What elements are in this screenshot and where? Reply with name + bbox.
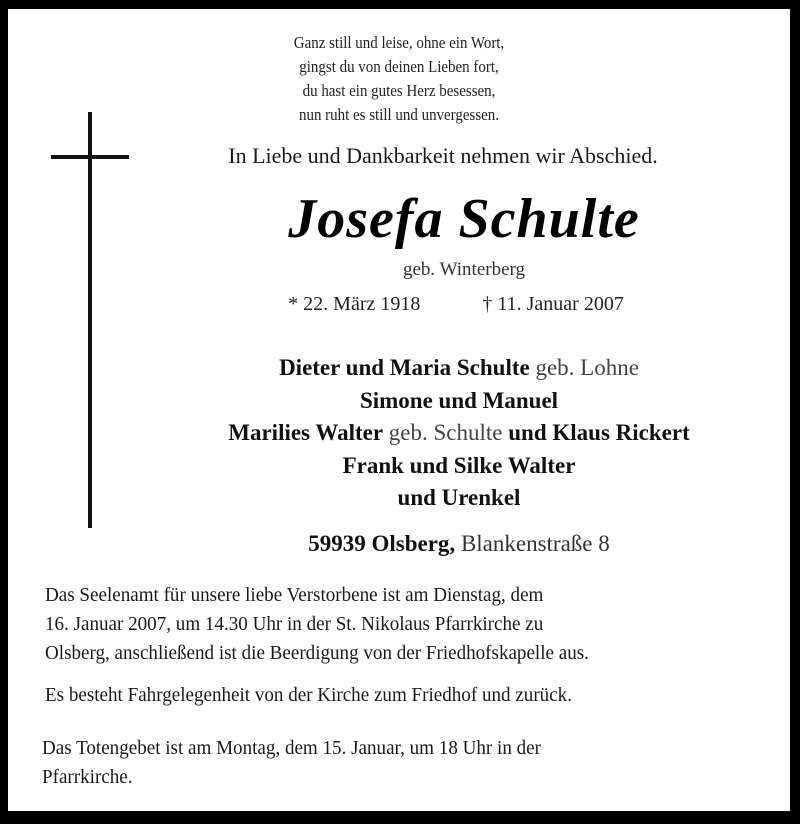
paragraph-line: Olsberg, anschließend ist die Beerdigung von der Friedhofskapelle aus. [45, 642, 589, 664]
mourner-maiden: geb. Schulte [383, 420, 509, 445]
paragraph-line: 16. Januar 2007, um 14.30 Uhr in der St. Nikolaus Pfarrkirche zu [45, 613, 544, 635]
maiden-name: geb. Winterberg [403, 259, 525, 280]
mourner-names: Marilies Walter [228, 420, 384, 445]
life-dates [86, 293, 800, 316]
mourner-line [89, 482, 800, 515]
death-date: † 11. Januar 2007 [482, 293, 624, 315]
poem-line: du hast ein gutes Herz besessen, [302, 81, 496, 100]
obituary-card [8, 9, 790, 811]
mourner-line [89, 385, 800, 418]
paragraph-line: Es besteht Fahrgelegenheit von der Kirche zum Friedhof und zurück. [45, 684, 572, 706]
mourner-line [89, 450, 800, 483]
poem-line: gingst du von deinen Lieben fort, [299, 57, 499, 76]
poem [8, 31, 790, 127]
mourner-maiden: geb. Lohne [529, 355, 639, 380]
poem-line: nun ruht es still und unvergessen. [298, 105, 500, 124]
mourner-line [89, 352, 800, 385]
mourner-partner: und Klaus Rickert [508, 420, 690, 445]
poem-line: Ganz still und leise, ohne ein Wort, [293, 33, 505, 52]
mourner-line [89, 417, 800, 450]
birth-date: * 22. März 1918 [288, 293, 421, 315]
mourners-list [89, 352, 800, 515]
address-street: Blankenstraße 8 [455, 531, 610, 556]
mourner-names: und Urenkel [397, 485, 521, 510]
mourner-names: Dieter und Maria Schulte [279, 355, 530, 380]
address [89, 531, 800, 557]
farewell-line: In Liebe und Dankbarkeit nehmen wir Abschied. [228, 143, 658, 168]
paragraph-line: Das Seelenamt für unsere liebe Verstorbene ist am Dienstag, dem [45, 584, 544, 606]
paragraph-line: Pfarrkirche. [42, 766, 133, 788]
paragraph-line: Das Totengebet ist am Montag, dem 15. Januar, um 18 Uhr in der [42, 737, 541, 759]
transport-paragraph [45, 681, 572, 710]
mourner-names: Frank und Silke Walter [342, 452, 576, 478]
deceased-name: Josefa Schulte [288, 188, 640, 250]
mourner-names: Simone und Manuel [359, 387, 559, 413]
prayer-paragraph [42, 734, 541, 792]
service-paragraph [45, 581, 589, 668]
address-city: 59939 Olsberg, [308, 531, 456, 556]
